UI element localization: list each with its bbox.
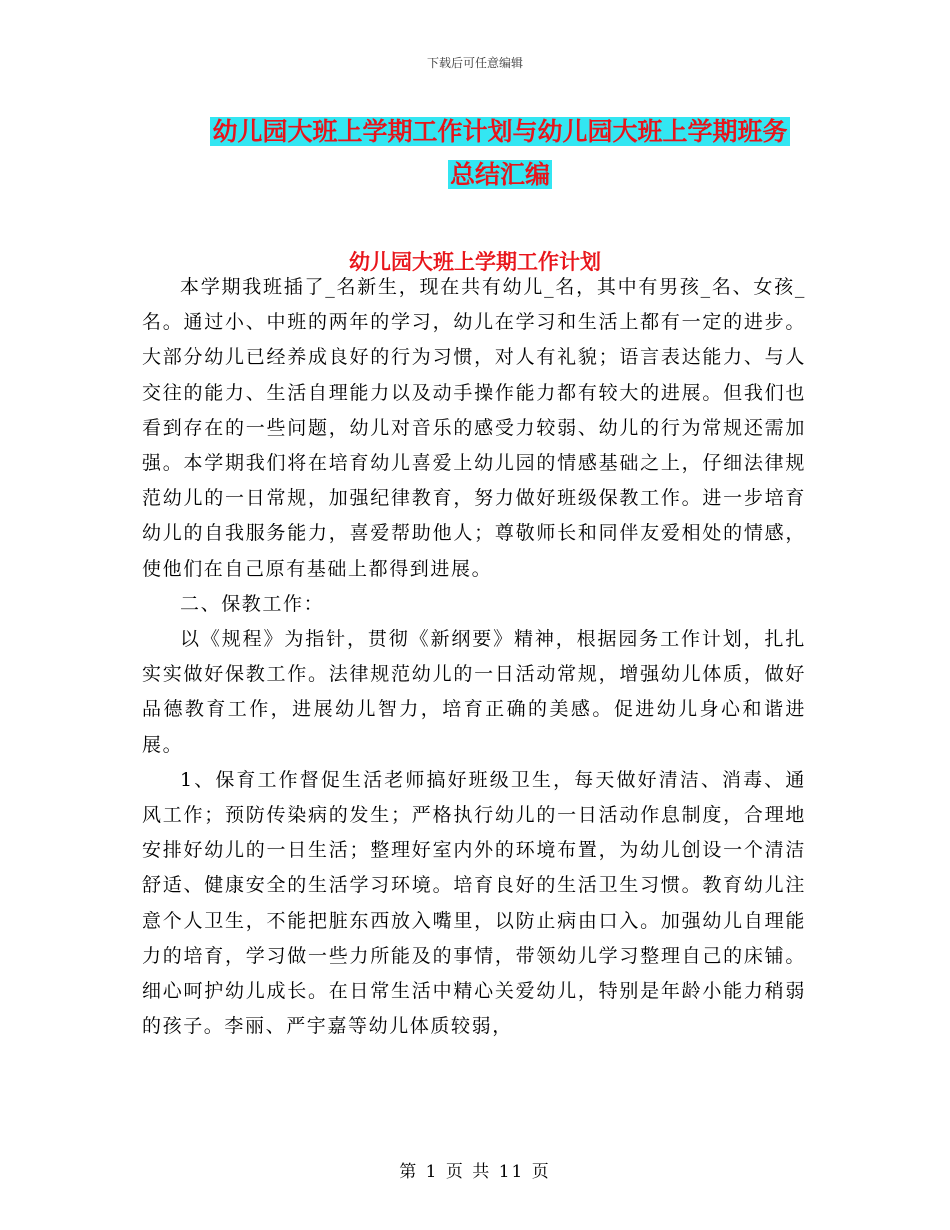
paragraph: 以《规程》为指针，贯彻《新纲要》精神，根据园务工作计划，扎扎实实做好保教工作。法律规范幼儿的一日活动常规，增强幼儿体质，做好品德教育工作，进展幼儿智力，培育正确的美感。促进幼儿身心和谐进展。 bbox=[142, 628, 806, 756]
paragraph: 1、保育工作督促生活老师搞好班级卫生，每天做好清洁、消毒、通风工作；预防传染病的发生；严格执行幼儿的一日活动作息制度，合理地安排好幼儿的一日生活；整理好室内外的环境布置，为幼儿创设一个清洁舒适、健康安全的生活学习环境。培育良好的生活卫生习惯。教育幼儿注意个人卫生，不能把脏东西放入嘴里，以防止病由口入。加强幼儿自理能力的培育，学习做一些力所能及的事情，带领幼儿学习整理自己的床铺。细心呵护幼儿成长。在日常生活中精心关爱幼儿，特别是年龄小能力稍弱的孩子。李丽、严宇嘉等幼儿体质较弱， bbox=[142, 768, 806, 1038]
body-text bbox=[142, 270, 806, 1044]
document-title-line2: 总结汇编 bbox=[449, 160, 550, 189]
section-title: 幼儿园大班上学期工作计划 bbox=[349, 250, 601, 274]
document-title bbox=[140, 110, 860, 196]
paragraph: 二、保教工作： bbox=[180, 592, 325, 615]
document-title-line1: 幼儿园大班上学期工作计划与幼儿园大班上学期班务 bbox=[212, 117, 788, 146]
header-note: 下载后可任意编辑 bbox=[426, 56, 523, 70]
paragraph: 本学期我班插了_名新生，现在共有幼儿_名，其中有男孩_名、女孩_名。通过小、中班的两年的学习，幼儿在学习和生活上都有一定的进步。大部分幼儿已经养成良好的行为习惯，对人有礼貌；语言表达能力、与人交往的能力、生活自理能力以及动手操作能力都有较大的进展。但我们也看到存在的一些问题，幼儿对音乐的感受力较弱、幼儿的行为常规还需加强。本学期我们将在培育幼儿喜爱上幼儿园的情感基础之上，仔细法律规范幼儿的一日常规，加强纪律教育，努力做好班级保教工作。进一步培育幼儿的自我服务能力，喜爱帮助他人；尊敬师长和同伴友爱相处的情感，使他们在自己原有基础上都得到进展。 bbox=[142, 276, 806, 580]
page-number-footer: 第 1 页 共 11 页 bbox=[399, 1162, 551, 1182]
